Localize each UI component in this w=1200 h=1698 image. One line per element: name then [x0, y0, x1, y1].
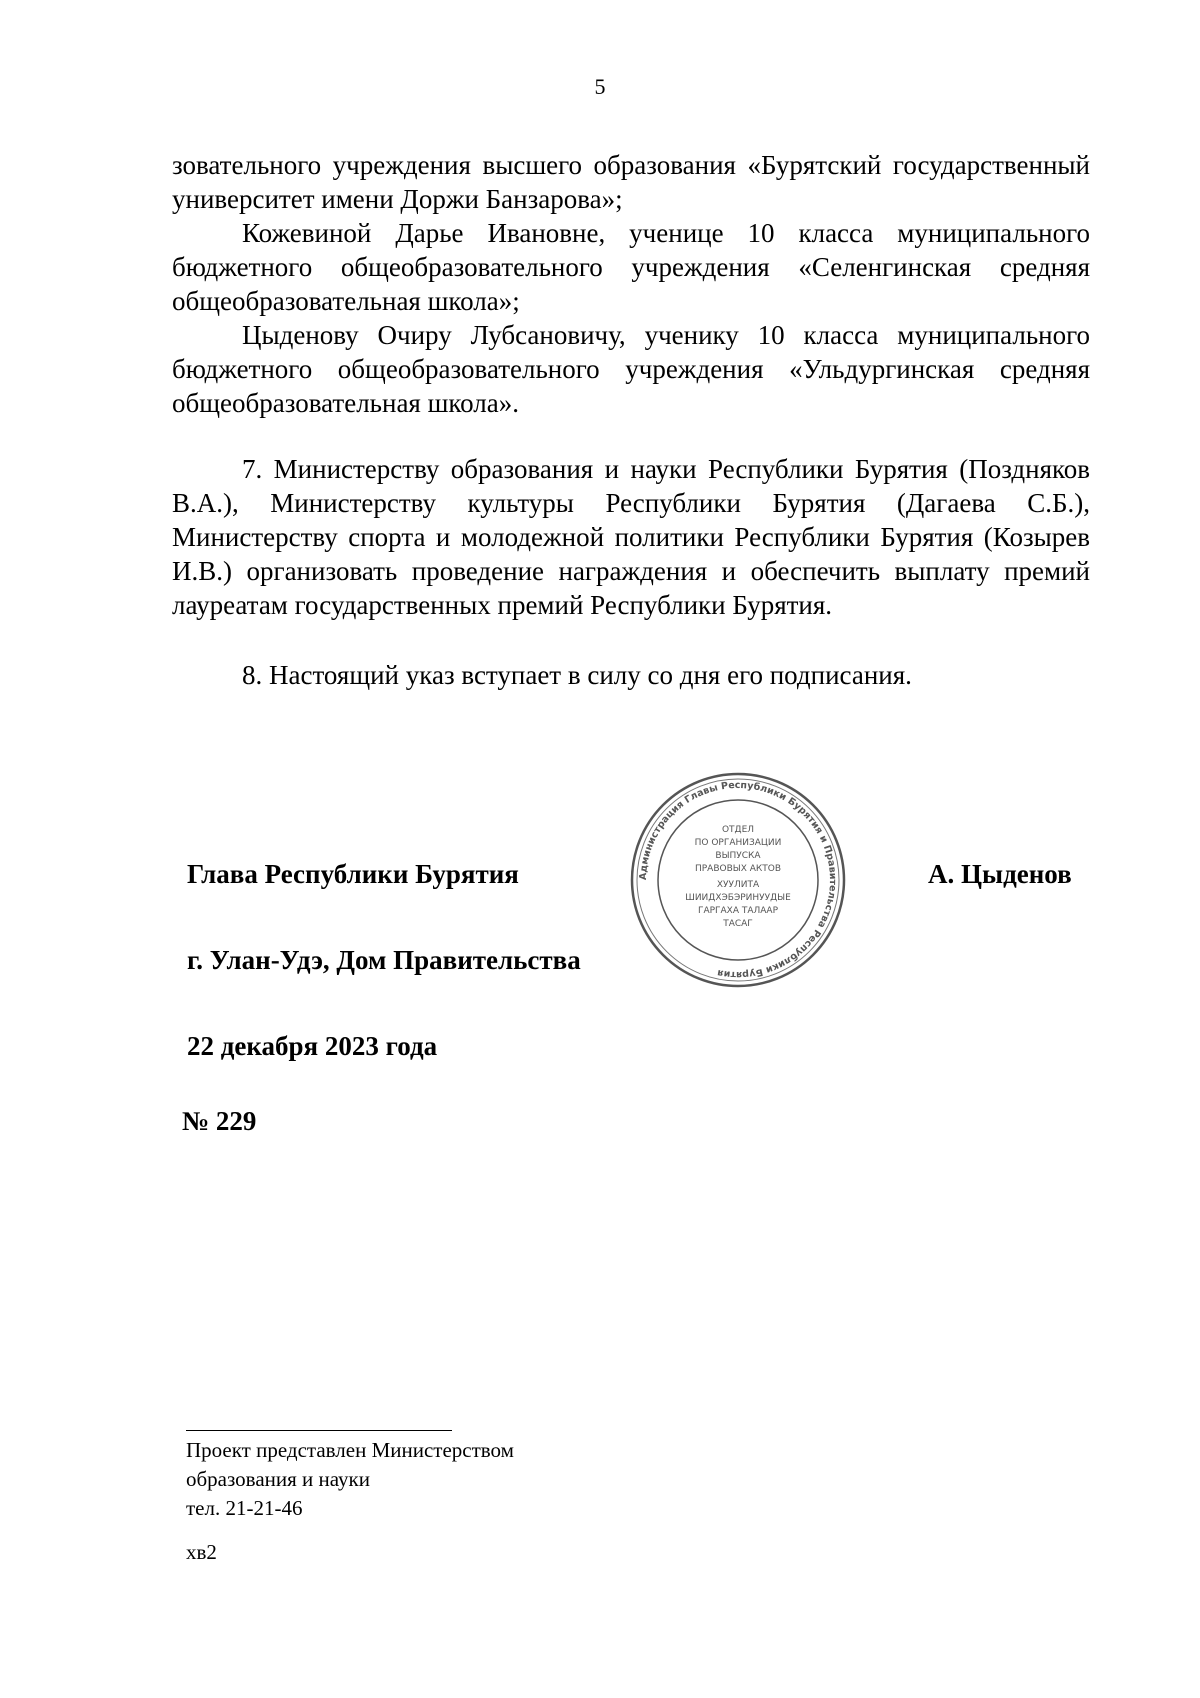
seal-line-8: ТАСАГ — [723, 919, 753, 929]
decree-number: № 229 — [182, 1106, 257, 1136]
paragraph-item-8: 8. Настоящий указ вступает в силу со дня его подписания. — [242, 660, 912, 690]
seal-line-1: ОТДЕЛ — [721, 825, 755, 835]
footnote-divider — [186, 1430, 452, 1431]
page-number: 5 — [594, 74, 606, 99]
seal-line-3: ВЫПУСКА — [715, 851, 761, 861]
footnote-line-2: образования и науки — [186, 1467, 370, 1491]
signing-date: 22 декабря 2023 года — [187, 1031, 438, 1061]
official-seal-stamp — [628, 770, 848, 990]
paragraph-item-7: 7. Министерству образования и науки Республики Бурятия (Поздняков В.А.), Министерству культуры Республики Бурятия (Дагаева С.Б.), Министерству спорта и молодежной политики Республики Бурятия (Козырев И.В.) организовать проведение награждения и обеспечить выплату премий лауреатам государственных премий Республики Бурятия. — [172, 454, 1090, 620]
signatory-title: Глава Республики Бурятия — [187, 859, 519, 889]
seal-line-5: ХУУЛИТА — [716, 880, 760, 890]
seal-outer-text: Администрация Главы Республики Бурятия и Правительства Республики Бурятия — [637, 779, 839, 981]
seal-line-7: ГАРГАХА ТАЛААР — [697, 906, 779, 916]
seal-line-6: ШИИДХЭБЭРИНУУДЫЕ — [685, 893, 791, 903]
paragraph-awardee-kozhevina: Кожевиной Дарье Ивановне, ученице 10 класса муниципального бюджетного общеобразовательного учреждения «Селенгинская средняя общеобразовательная школа»; — [172, 218, 1090, 316]
paragraph-awardee-tsydenov: Цыденову Очиру Лубсановичу, ученику 10 класса муниципального бюджетного общеобразовательного учреждения «Ульдургинская средняя общеобразовательная школа». — [172, 320, 1090, 418]
seal-line-4: ПРАВОВЫХ АКТОВ — [694, 864, 782, 874]
document-code: хв2 — [186, 1540, 217, 1564]
signatory-name: А. Цыденов — [928, 859, 1072, 889]
footnote — [186, 1436, 514, 1523]
paragraph-continuation: зовательного учреждения высшего образования «Бурятский государственный университет имени Доржи Банзарова»; — [172, 150, 1090, 214]
footnote-line-3: тел. 21-21-46 — [186, 1496, 303, 1520]
signing-place: г. Улан-Удэ, Дом Правительства — [187, 945, 581, 975]
seal-line-2: ПО ОРГАНИЗАЦИИ — [694, 838, 782, 848]
footnote-line-1: Проект представлен Министерством — [186, 1438, 514, 1462]
